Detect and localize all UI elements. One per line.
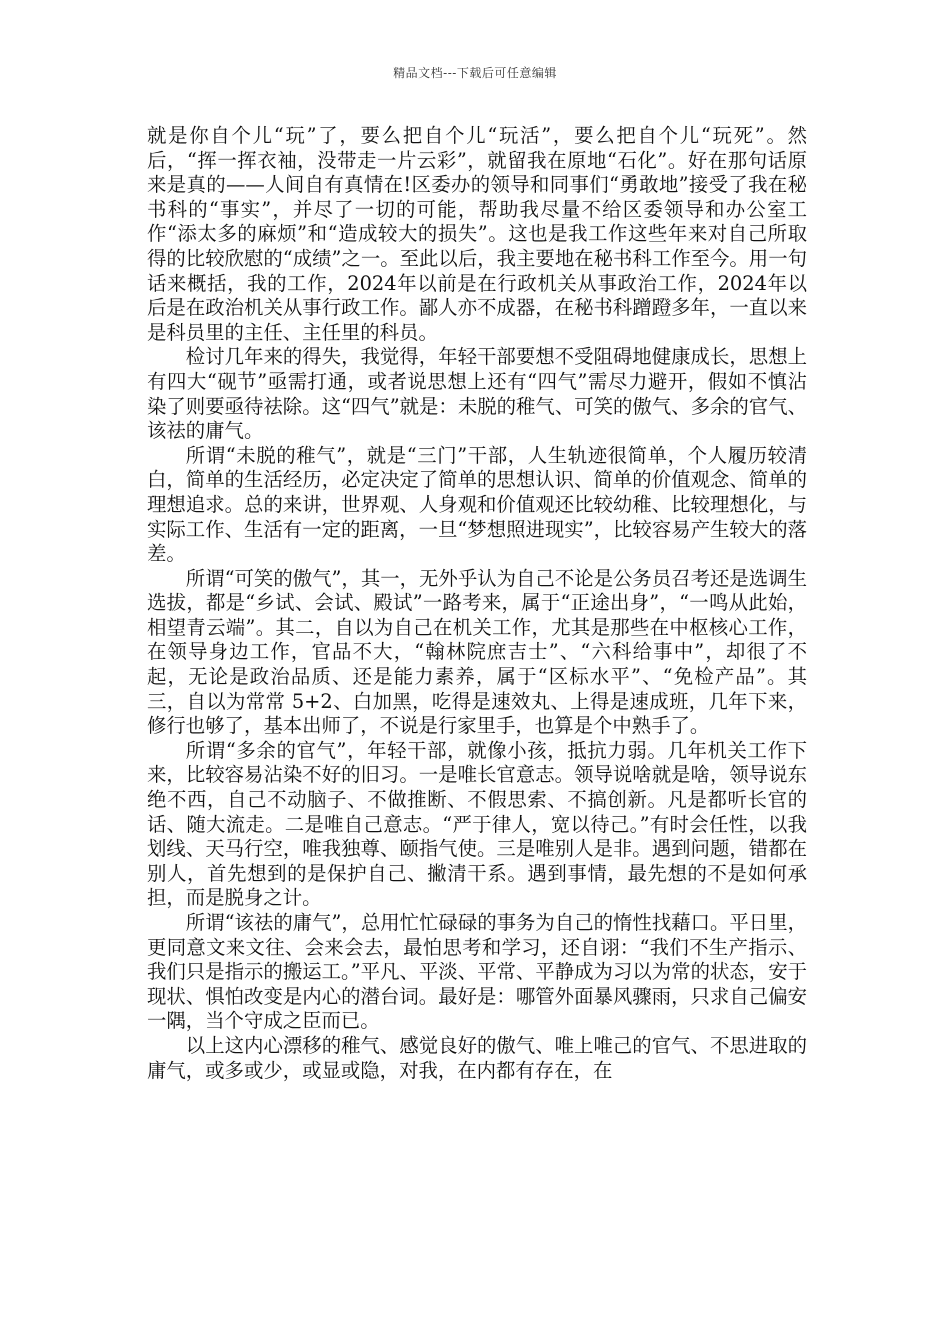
paragraph-6: 所谓“该祛的庸气”，总用忙忙碌碌的事务为自己的惰性找藉口。平日里，更同意文来文往、会来会去，最怕思考和学习，还自诩：“我们不生产指示、我们只是指示的搬运工。”平凡、平淡、平常、平静成为习以为常的状态，安于现状、惧怕改变是内心的潜台词。最好是：哪管外面暴风骤雨，只求自己偏安一隅，当个守成之臣而已。 xyxy=(147,911,807,1033)
paragraph-7: 以上这内心漂移的稚气、感觉良好的傲气、唯上唯己的官气、不思进取的庸气，或多或少，或显或隐，对我，在内都有存在，在 xyxy=(147,1033,807,1082)
paragraph-5: 所谓“多余的官气”，年轻干部，就像小孩，抵抗力弱。几年机关工作下来，比较容易沾染不好的旧习。一是唯长官意志。领导说啥就是啥，领导说东绝不西，自己不动脑子、不做推断、不假思索、不搞创新。凡是都听长官的话、随大流走。二是唯自己意志。“严于律人，宽以待己。”有时会任性，以我划线、天马行空，唯我独尊、颐指气使。三是唯别人是非。遇到问题，错都在别人，首先想到的是保护自己、撇清干系。遇到事情，最先想的不是如何承担，而是脱身之计。 xyxy=(147,738,807,910)
paragraph-1: 就是你自个儿“玩”了，要么把自个儿“玩活”，要么把自个儿“玩死”。然后，“挥一挥衣袖，没带走一片云彩”，就留我在原地“石化”。好在那句话原来是真的——人间自有真情在!区委办的领导和同事们“勇敢地”接受了我在秘书科的“事实”，并尽了一切的可能，帮助我尽量不给区委领导和办公室工作“添太多的麻烦”和“造成较大的损失”。这也是我工作这些年来对自己所取得的比较欣慰的“成绩”之一。至此以后，我主要地在秘书科工作至今。用一句话来概括，我的工作，2024年以前是在行政机关从事政治工作，2024年以后是在政治机关从事行政工作。鄙人亦不成器，在秘书科蹭蹬多年，一直以来是科员里的主任、主任里的科员。 xyxy=(147,124,807,344)
document-body xyxy=(147,124,807,1083)
paragraph-4: 所谓“可笑的傲气”，其一，无外乎认为自己不论是公务员召考还是选调生选拔，都是“乡试、会试、殿试”一路考来，属于“正途出身”，“一鸣从此始，相望青云端”。其二，自以为自己在机关工作，尤其是那些在中枢核心工作，在领导身边工作，官品不大，“翰林院庶吉士”、“六科给事中”，却很了不起，无论是政治品质、还是能力素养，属于“区标水平”、“免检产品”。其三，自以为常常 5+2、白加黑，吃得是速效丸、上得是速成班，几年下来，修行也够了，基本出师了，不说是行家里手，也算是个中熟手了。 xyxy=(147,566,807,738)
page-header: 精品文档---下载后可任意编辑 xyxy=(393,66,557,80)
paragraph-2: 检讨几年来的得失，我觉得，年轻干部要想不受阻碍地健康成长，思想上有四大“砚节”亟需打通，或者说思想上还有“四气”需尽力避开，假如不慎沾染了则要亟待祛除。这“四气”就是：未脱的稚气、可笑的傲气、多余的官气、该祛的庸气。 xyxy=(147,345,807,443)
paragraph-3: 所谓“未脱的稚气”，就是“三门”干部，人生轨迹很简单，个人履历较清白，简单的生活经历，必定决定了简单的思想认识、简单的价值观念、简单的理想追求。总的来讲，世界观、人身观和价值观还比较幼稚、比较理想化，与实际工作、生活有一定的距离，一旦“梦想照进现实”，比较容易产生较大的落差。 xyxy=(147,443,807,566)
